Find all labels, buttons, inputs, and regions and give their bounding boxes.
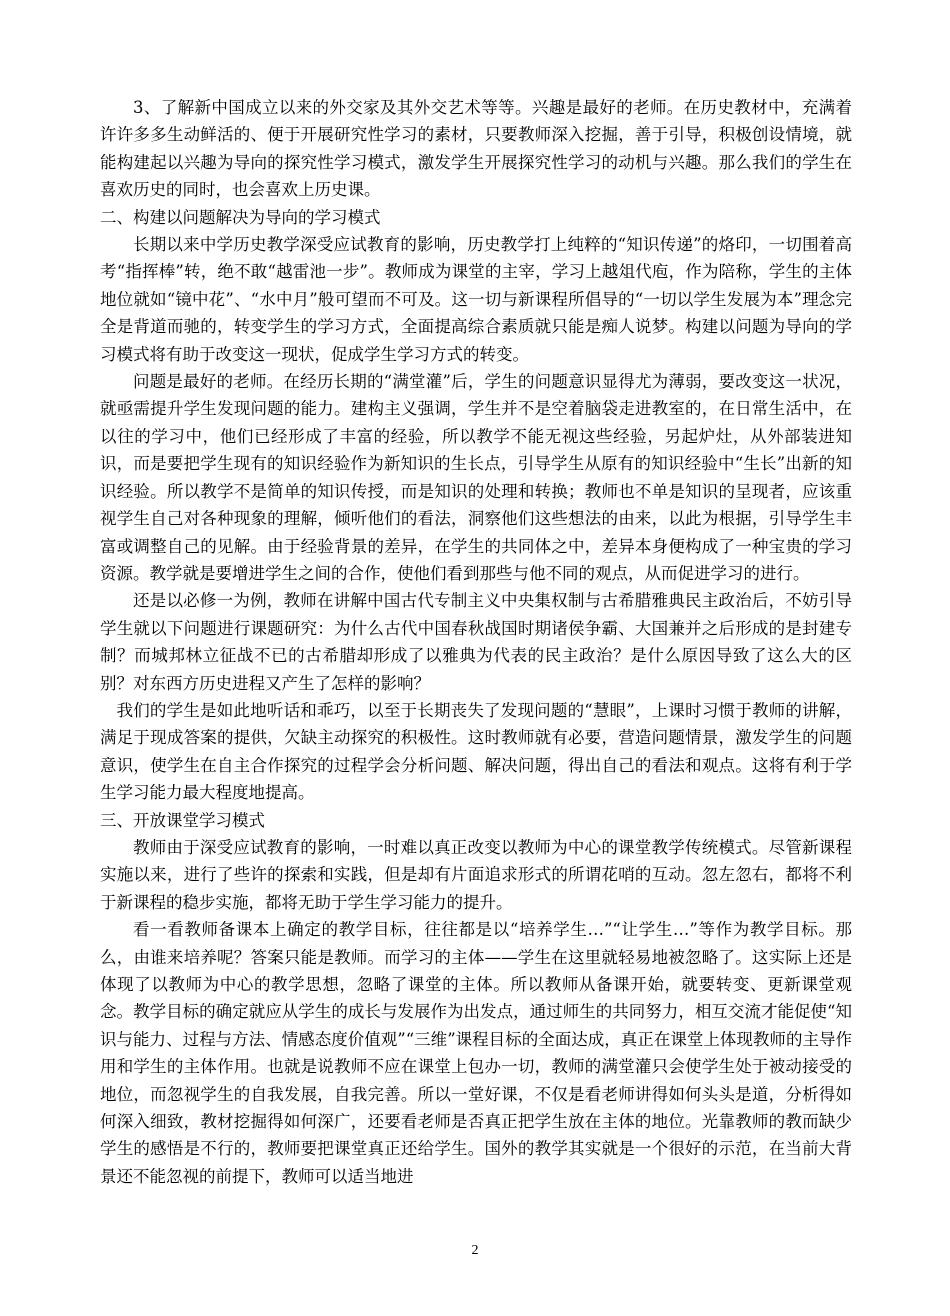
paragraph: 还是以必修一为例，教师在讲解中国古代专制主义中央集权制与古希腊雅典民主政治后，不妨引导学生就以下问题进行课题研究：为什么古代中国春秋战国时期诸侯争霸、大国兼并之后形成的是封建专制？而城邦林立征战不已的古希腊却形成了以雅典为代表的民主政治？是什么原因导致了这么大的区别？对东西方历史进程又产生了怎样的影响？ [100, 591, 852, 693]
paragraph: 问题是最好的老师。在经历长期的“满堂灌”后，学生的问题意识显得尤为薄弱，要改变这一状况，就亟需提升学生发现问题的能力。建构主义强调，学生并不是空着脑袋走进教室的，在日常生活中，在以往的学习中，他们已经形成了丰富的经验，所以教学不能无视这些经验，另起炉灶，从外部装进知识，而是要把学生现有的知识经验作为新知识的生长点，引导学生从原有的知识经验中“生长”出新的知识经验。所以教学不是简单的知识传授，而是知识的处理和转换；教师也不单是知识的呈现者，应该重视学生自己对各种现象的理解，倾听他们的看法，洞察他们这些想法的由来，以此为根据，引导学生丰富或调整自己的见解。由于经验背景的差异，在学生的共同体之中，差异本身便构成了一种宝贵的学习资源。教学就是要增进学生之间的合作，使他们看到那些与他不同的观点，从而促进学习的进行。 [100, 372, 852, 583]
paragraph: 长期以来中学历史教学深受应试教育的影响，历史教学打上纯粹的“知识传递”的烙印，一切围着高考“指挥棒”转，绝不敢“越雷池一步”。教师成为课堂的主宰，学习上越俎代庖，作为陪称，学生的主体地位就如“镜中花”、“水中月”般可望而不可及。这一切与新课程所倡导的“一切以学生发展为本”理念完全是背道而驰的，转变学生的学习方式，全面提高综合素质就只能是痴人说梦。构建以问题为导向的学习模式将有助于改变这一现状，促成学生学习方式的转变。 [100, 235, 852, 364]
document-body [100, 94, 852, 1190]
paragraph: 3、了解新中国成立以来的外交家及其外交艺术等等。兴趣是最好的老师。在历史教材中，充满着许许多多生动鲜活的、便于开展研究性学习的素材，只要教师深入挖掘，善于引导，积极创设情境，就能构建起以兴趣为导向的探究性学习模式，激发学生开展探究性学习的动机与兴趣。那么我们的学生在喜欢历史的同时，也会喜欢上历史课。 [100, 98, 852, 200]
paragraph: 看一看教师备课本上确定的教学目标，往往都是以“培养学生…”“让学生…”等作为教学目标。那么，由谁来培养呢？答案只能是教师。而学习的主体——学生在这里就轻易地被忽略了。这实际上还是体现了以教师为中心的教学思想，忽略了课堂的主体。所以教师从备课开始，就要转变、更新课堂观念。教学目标的确定就应从学生的成长与发展作为出发点，通过师生的共同努力，相互交流才能促使“知识与能力、过程与方法、情感态度价值观”“三维”课程目标的全面达成，真正在课堂上体现教师的主导作用和学生的主体作用。也就是说教师不应在课堂上包办一切，教师的满堂灌只会使学生处于被动接受的地位，而忽视学生的自我发展，自我完善。所以一堂好课，不仅是看老师讲得如何头头是道，分析得如何深入细致，教材挖掘得如何深广，还要看老师是否真正把学生放在主体的地位。光靠教师的教而缺少学生的感悟是不行的，教师要把课堂真正还给学生。国外的教学其实就是一个很好的示范，在当前大背景还不能忽视的前提下，教师可以适当地进 [100, 920, 852, 1186]
section-heading: 二、构建以问题解决为导向的学习模式 [100, 207, 381, 227]
page-number: 2 [471, 1243, 479, 1258]
section-heading: 三、开放课堂学习模式 [100, 810, 265, 830]
paragraph: 教师由于深受应试教育的影响，一时难以真正改变以教师为中心的课堂教学传统模式。尽管新课程实施以来，进行了些许的探索和实践，但是却有片面追求形式的所谓花哨的互动。忽左忽右，都将不利于新课程的稳步实施，都将无助于学生学习能力的提升。 [100, 837, 852, 912]
paragraph: 我们的学生是如此地听话和乖巧，以至于长期丧失了发现问题的“慧眼”，上课时习惯于教师的讲解，满足于现成答案的提供，欠缺主动探究的积极性。这时教师就有必要，营造问题情景，激发学生的问题意识，使学生在自主合作探究的过程学会分析问题、解决问题，得出自己的看法和观点。这将有利于学生学习能力最大程度地提高。 [100, 700, 852, 803]
